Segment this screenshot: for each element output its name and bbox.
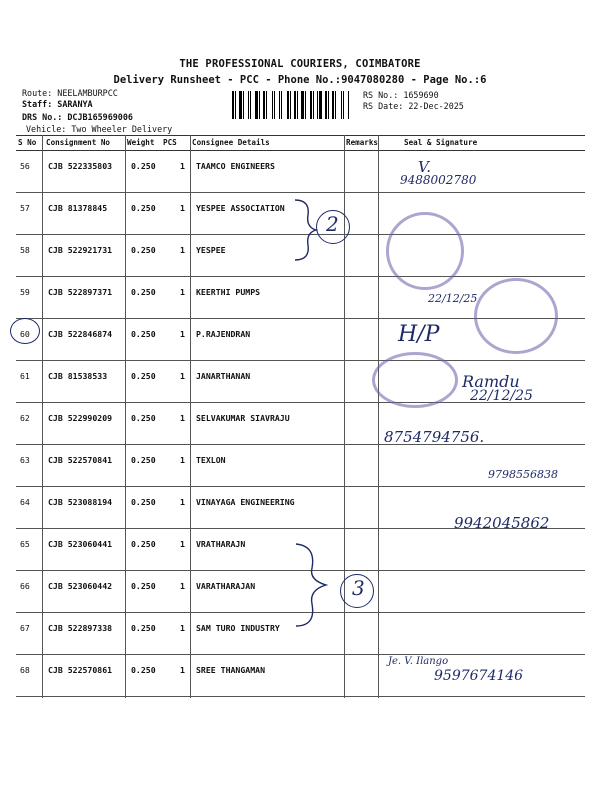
cell-cons: VARATHARAJAN xyxy=(196,581,256,591)
col-remarks: Remarks xyxy=(346,138,379,147)
cell-wt: 0.250 xyxy=(131,371,156,381)
cell-cn: CJB 522335803 xyxy=(48,161,113,171)
cell-cons: JANARTHANAN xyxy=(196,371,251,381)
cell-pcs: 1 xyxy=(180,623,185,633)
cell-wt: 0.250 xyxy=(131,455,156,465)
signature-60: H/P xyxy=(398,322,440,347)
document-title: THE PROFESSIONAL COURIERS, COIMBATORE xyxy=(179,58,421,70)
route-label: Route: NEELAMBURPCC xyxy=(22,88,118,98)
rs-no-label: RS No.: 1659690 xyxy=(363,90,439,100)
cell-sno: 66 xyxy=(20,581,30,591)
cell-cn: CJB 522570861 xyxy=(48,665,113,675)
cell-wt: 0.250 xyxy=(131,623,156,633)
cell-pcs: 1 xyxy=(180,497,185,507)
cell-wt: 0.250 xyxy=(131,287,156,297)
remark-65-67: 3 xyxy=(352,576,365,600)
cell-wt: 0.250 xyxy=(131,161,156,171)
signature-64: 9942045862 xyxy=(454,514,550,532)
cell-cn: CJB 522897371 xyxy=(48,287,113,297)
row-60-circle xyxy=(10,318,40,344)
signature-56-phone: 9488002780 xyxy=(400,173,477,187)
cell-cons: SELVAKUMAR SIAVRAJU xyxy=(196,413,290,423)
stamp-seal xyxy=(386,212,464,290)
rs-date-label: RS Date: 22-Dec-2025 xyxy=(363,101,464,111)
signature-61-name: Ramdu xyxy=(462,372,520,391)
cell-sno: 62 xyxy=(20,413,30,423)
signature-68-phone: 9597674146 xyxy=(434,668,524,684)
drs-label: DRS No.: DCJB165969006 xyxy=(22,112,133,122)
cell-pcs: 1 xyxy=(180,287,185,297)
vehicle-label: Vehicle: Two Wheeler Delivery xyxy=(26,124,173,134)
signature-68-name: Je. V. Ilango xyxy=(388,656,449,667)
cell-sno: 59 xyxy=(20,287,30,297)
cell-wt: 0.250 xyxy=(131,203,156,213)
cell-sno: 57 xyxy=(20,203,30,213)
signature-62: 8754794756. xyxy=(384,428,485,446)
cell-cons: VRATHARAJN xyxy=(196,539,246,549)
cell-wt: 0.250 xyxy=(131,665,156,675)
cell-pcs: 1 xyxy=(180,245,185,255)
document-subtitle: Delivery Runsheet - PCC - Phone No.:9047080280 - Page No.:6 xyxy=(113,74,487,86)
cell-sno: 61 xyxy=(20,371,30,381)
remark-57-58: 2 xyxy=(326,212,339,236)
cell-sno: 64 xyxy=(20,497,30,507)
cell-pcs: 1 xyxy=(180,581,185,591)
cell-pcs: 1 xyxy=(180,665,185,675)
col-consignment: Consignment No xyxy=(46,138,111,147)
cell-cons: KEERTHI PUMPS xyxy=(196,287,261,297)
col-pcs: PCS xyxy=(163,138,177,147)
cell-cn: CJB 81378845 xyxy=(48,203,108,213)
col-seal: Seal & Signature xyxy=(404,138,478,147)
col-weight: Weight xyxy=(127,138,155,147)
cell-pcs: 1 xyxy=(180,539,185,549)
stamp-seal xyxy=(474,278,558,354)
cell-cn: CJB 522897338 xyxy=(48,623,113,633)
cell-wt: 0.250 xyxy=(131,329,156,339)
cell-pcs: 1 xyxy=(180,455,185,465)
cell-cons: SAM TURO INDUSTRY xyxy=(196,623,280,633)
cell-wt: 0.250 xyxy=(131,539,156,549)
cell-cons: VINAYAGA ENGINEERING xyxy=(196,497,295,507)
cell-sno: 67 xyxy=(20,623,30,633)
cell-pcs: 1 xyxy=(180,161,185,171)
cell-cn: CJB 523060441 xyxy=(48,539,113,549)
cell-cn: CJB 522846874 xyxy=(48,329,113,339)
bracket-mark xyxy=(292,540,332,630)
table-row xyxy=(16,402,585,445)
cell-cons: YESPEE xyxy=(196,245,226,255)
table-row xyxy=(16,150,585,193)
signature-61-date: 22/12/25 xyxy=(470,388,533,404)
table-header xyxy=(16,135,585,151)
col-sno: S No xyxy=(18,138,37,147)
cell-sno: 63 xyxy=(20,455,30,465)
cell-cn: CJB 522921731 xyxy=(48,245,113,255)
signature-63: 9798556838 xyxy=(488,468,558,481)
cell-cn: CJB 523060442 xyxy=(48,581,113,591)
stamp-seal xyxy=(372,352,458,408)
cell-wt: 0.250 xyxy=(131,413,156,423)
cell-cn: CJB 522990209 xyxy=(48,413,113,423)
signature-56-name: V. xyxy=(418,158,431,176)
cell-wt: 0.250 xyxy=(131,245,156,255)
col-consignee: Consignee Details xyxy=(192,138,270,147)
cell-sno: 56 xyxy=(20,161,30,171)
cell-pcs: 1 xyxy=(180,203,185,213)
cell-cons: TAAMCO ENGINEERS xyxy=(196,161,275,171)
cell-wt: 0.250 xyxy=(131,581,156,591)
cell-cons: P.RAJENDRAN xyxy=(196,329,251,339)
cell-sno: 60 xyxy=(20,329,30,339)
cell-cons: TEXLON xyxy=(196,455,226,465)
barcode xyxy=(232,91,360,119)
cell-pcs: 1 xyxy=(180,413,185,423)
cell-wt: 0.250 xyxy=(131,497,156,507)
cell-sno: 68 xyxy=(20,665,30,675)
cell-sno: 65 xyxy=(20,539,30,549)
cell-cons: YESPEE ASSOCIATION xyxy=(196,203,285,213)
cell-cons: SREE THANGAMAN xyxy=(196,665,266,675)
cell-pcs: 1 xyxy=(180,329,185,339)
cell-pcs: 1 xyxy=(180,371,185,381)
staff-label: Staff: SARANYA xyxy=(22,99,93,109)
cell-sno: 58 xyxy=(20,245,30,255)
cell-cn: CJB 81538533 xyxy=(48,371,108,381)
signature-59: 22/12/25 xyxy=(428,292,478,305)
cell-cn: CJB 523088194 xyxy=(48,497,113,507)
cell-cn: CJB 522570841 xyxy=(48,455,113,465)
